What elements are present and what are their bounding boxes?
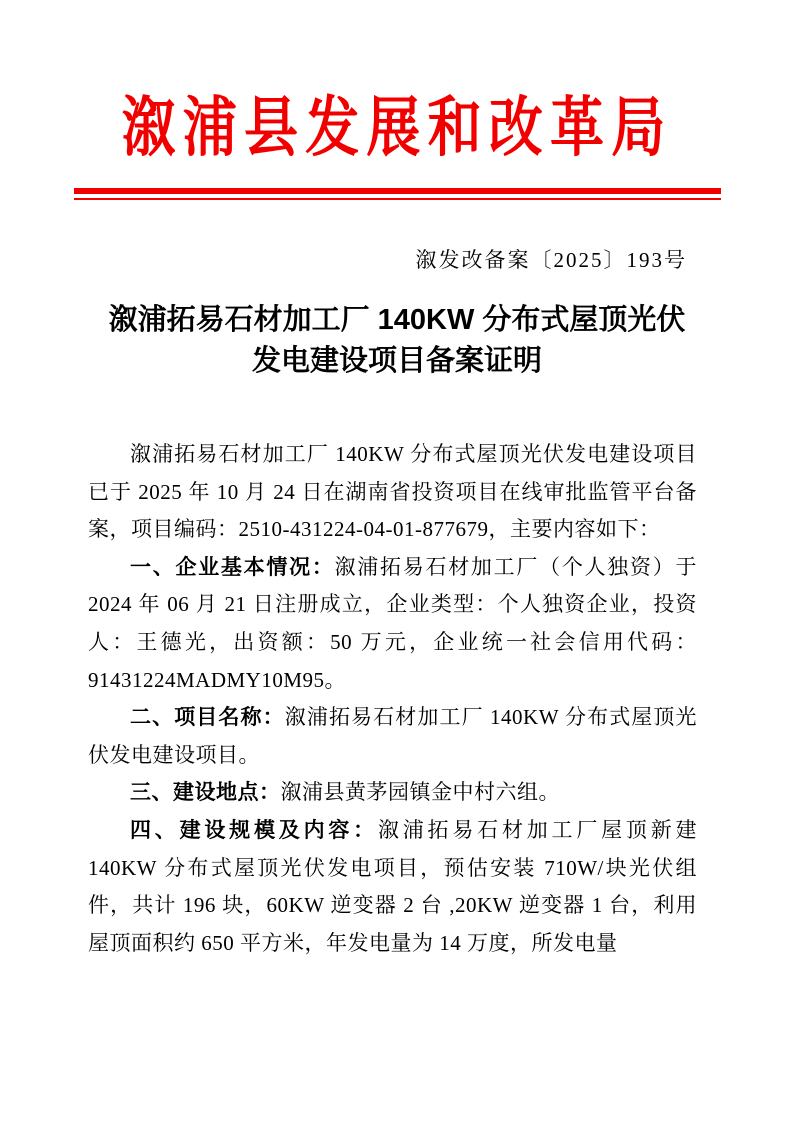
section-4-text: 溆浦拓易石材加工厂屋顶新建 140KW 分布式屋顶光伏发电项目，预估安装 710W/块光伏组件，共计 196 块，60KW 逆变器 2 台 ,20KW 逆变器 1 台，利用屋顶面积约 650 平方米，年发电量为 14 万度，所发电量	[88, 817, 698, 955]
document-reference-number: 溆发改备案〔2025〕193号	[415, 248, 687, 272]
paragraph-intro	[88, 436, 697, 549]
section-3-label: 三、建设地点：	[130, 781, 281, 805]
document-body	[88, 436, 697, 962]
paragraph-section-3	[88, 774, 697, 812]
document-title-line-2: 发电建设项目备案证明	[251, 345, 542, 377]
document-title	[0, 300, 794, 382]
paragraph-intro-text: 溆浦拓易石材加工厂 140KW 分布式屋顶光伏发电建设项目已于 2025 年 10 月 24 日在湖南省投资项目在线审批监管平台备案，项目编码：2510-431224-04-01-877679，主要内容如下：	[88, 442, 697, 542]
letterhead-rule-thin	[74, 198, 721, 200]
paragraph-section-1	[88, 549, 697, 699]
section-4-label: 四、建设规模及内容：	[130, 818, 378, 842]
letterhead-agency-name: 溆浦县发展和改革局	[121, 91, 673, 164]
section-3-text: 溆浦县黄茅园镇金中村六组。	[280, 780, 560, 805]
section-1-label: 一、企业基本情况：	[130, 555, 335, 579]
letterhead-rule-thick	[74, 188, 721, 194]
section-1-text: 溆浦拓易石材加工厂（个人独资）于 2024 年 06 月 21 日注册成立，企业类型：个人独资企业，投资人：王德光，出资额：50 万元，企业统一社会信用代码：91431224MADMY10M95。	[88, 554, 697, 692]
document-title-line-1: 溆浦拓易石材加工厂 140KW 分布式屋顶光伏	[108, 304, 686, 336]
paragraph-section-2	[88, 699, 697, 774]
section-2-text: 溆浦拓易石材加工厂 140KW 分布式屋顶光伏发电建设项目。	[88, 705, 698, 767]
paragraph-section-4	[88, 812, 697, 962]
section-2-label: 二、项目名称：	[130, 706, 285, 730]
